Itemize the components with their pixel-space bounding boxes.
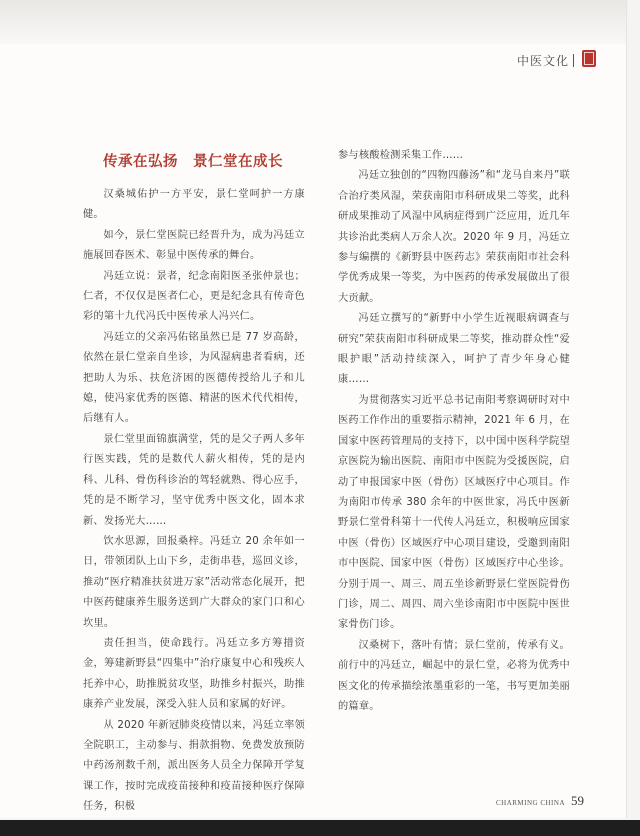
section-header — [517, 52, 580, 69]
magazine-name: CHARMING CHINA — [495, 799, 565, 807]
paragraph: 从 2020 年新冠肺炎疫情以来，冯廷立率领全院职工，主动参与、捐款捐物、免费发放预防中药汤剂数千剂，派出医务人员全力保障开学复课工作，按时完成疫苗接种和疫苗接种医疗保障任务，积极 — [83, 719, 305, 813]
seal-icon — [582, 50, 596, 67]
paragraph: 冯廷立独创的“四物四藤汤”和“龙马自来丹”联合治疗类风湿，荣获南阳市科研成果二等奖，此科研成果推动了风湿中风病症得到广泛应用，近几年共诊治此类病人万余人次。2020 年 9 月，冯廷立参与编撰的《新野县中医药志》荣获南阳市社会科学优秀成果一等奖，为中医药的传承发展做出了很大贡献。 — [338, 170, 570, 304]
paragraph: 冯廷立说：景者，纪念南阳医圣张仲景也；仁者，不仅仅是医者仁心，更是纪念具有传奇色彩的第十九代冯氏中医传承人冯兴仁。 — [83, 270, 305, 323]
section-divider — [573, 54, 574, 67]
paragraph: 如今，景仁堂医院已经晋升为，成为冯廷立施展回春医术、彰显中医传承的舞台。 — [83, 229, 305, 262]
paragraph: 为贯彻落实习近平总书记南阳考察调研时对中医药工作作出的重要指示精神，2021 年 6 月，在国家中医药管理局的支持下，以中国中医科学院望京医院为输出医院、南阳市中医院为受援医院，启动了申报国家中医（骨伤）区域医疗中心项目。作为南阳市传承 380 余年的中医世家，冯氏中医新野景仁堂骨科第十一代传人冯廷立，积极响应国家中医（骨伤）区域医疗中心项目建设，受邀到南阳市中医院、国家中医（骨伤）区域医疗中心坐诊。分别于周一、周三、周五坐诊新野景仁堂医院骨伤门诊，周二、周四、周六坐诊南阳市中医院中医世家骨伤门诊。 — [338, 394, 570, 631]
paragraph: 景仁堂里面锦旗满堂，凭的是父子两人多年行医实践，凭的是数代人薪火相传，凭的是内科、儿科、骨伤科诊治的驾轻就熟、得心应手，凭的是不断学习，坚守优秀中医文化，固本求新、发扬光大…… — [83, 433, 305, 527]
paragraph: 责任担当，使命践行。冯廷立多方筹措资金，筹建新野县“四集中”治疗康复中心和残疾人托养中心，助推脱贫攻坚，助推乡村振兴，助推康养产业发展，深受入驻人员和家属的好评。 — [83, 637, 305, 711]
paragraph: 汉桑城佑护一方平安，景仁堂呵护一方康健。 — [83, 189, 305, 221]
page-footer — [496, 793, 584, 809]
bottom-edge — [0, 820, 640, 836]
page-number: 59 — [571, 793, 584, 808]
top-band — [0, 0, 626, 44]
right-column — [338, 146, 570, 717]
paragraph: 饮水思源，回报桑梓。冯廷立 20 余年如一日，带领团队上山下乡，走街串巷，巡回义诊，推动“医疗精准扶贫进万家”活动常态化展开，把中医药健康养生服务送到广大群众的家门口和心坎里。 — [83, 535, 305, 629]
paragraph-continuation: 参与核酸检测采集工作…… — [338, 150, 464, 161]
left-column — [83, 185, 305, 818]
article-title: 传承在弘扬 景仁堂在成长 — [103, 154, 283, 170]
paragraph: 冯廷立的父亲冯佑铭虽然已是 77 岁高龄，依然在景仁堂亲自坐诊，为风湿病患者看病，还把助人为乐、扶危济困的医德传授给儿子和儿媳，使冯家优秀的医德、精湛的医术代代相传，后继有人。 — [83, 331, 305, 425]
section-label: 中医文化 — [516, 54, 569, 68]
paragraph: 冯廷立撰写的“新野中小学生近视眼病调查与研究”荣获南阳市科研成果二等奖，推动群众性“爱眼护眼”活动持续深入，呵护了青少年身心健康…… — [338, 313, 570, 386]
paragraph: 汉桑树下，落叶有情；景仁堂前，传承有义。前行中的冯廷立，崛起中的景仁堂，必将为优秀中医文化的传承描绘浓墨重彩的一笔，书写更加美丽的篇章。 — [338, 639, 570, 712]
